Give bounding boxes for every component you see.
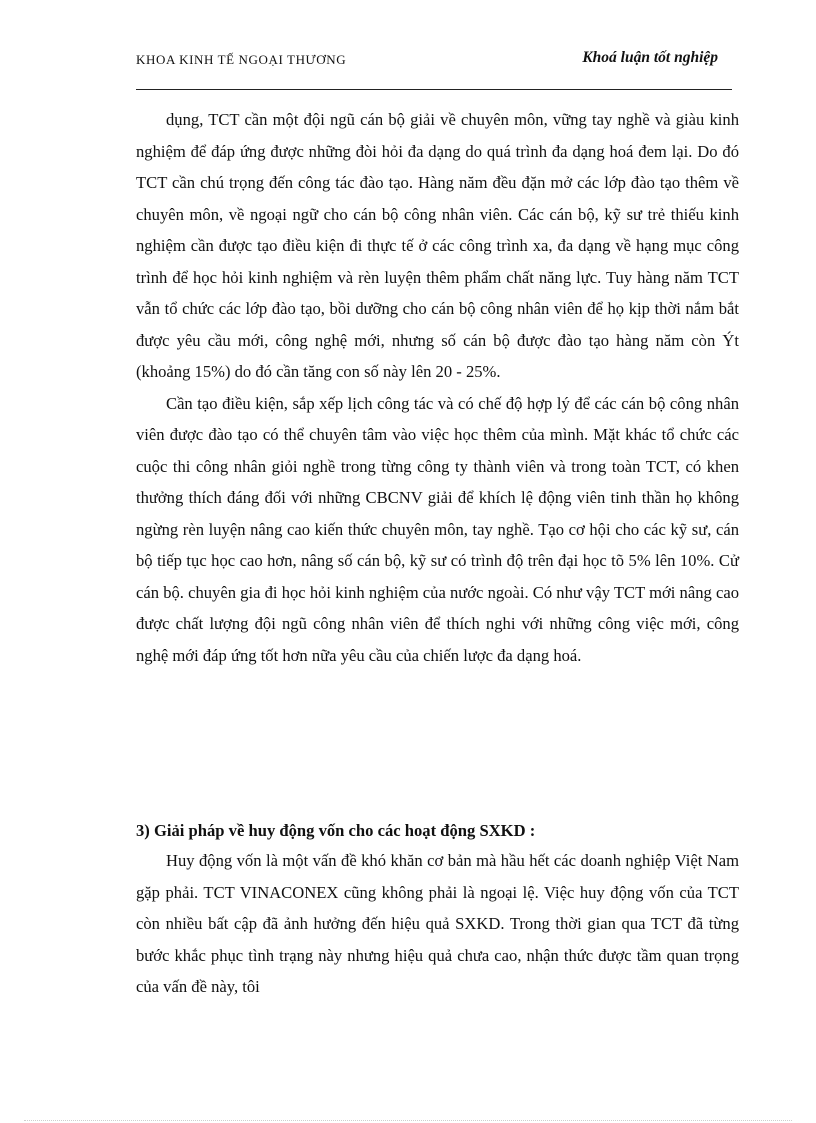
header-thesis-title: Khoá luận tốt nghiệp bbox=[582, 49, 718, 66]
body-text bbox=[136, 104, 739, 671]
page-bottom-border bbox=[24, 1120, 792, 1121]
paragraph-2: Cần tạo điều kiện, sắp xếp lịch công tác và có chế độ hợp lý để các cán bộ công nhân viên được đào tạo có thể chuyên tâm vào việc học thêm của mình. Mặt khác tổ chức các cuộc thi công nhân giỏi nghề trong từng công ty thành viên và trong toàn TCT, có khen thưởng thích đáng đối với những CBCNV giải để khích lệ động viên tinh thần họ không ngừng rèn luyện nâng cao kiến thức chuyên môn, tay nghề. Tạo cơ hội cho các kỹ sư, cán bộ tiếp tục học cao hơn, nâng số cán bộ, kỹ sư có trình độ trên đại học tõ 5% lên 10%. Cử cán bộ. chuyên gia đi học hỏi kinh nghiệm của nước ngoài. Có như vậy TCT mới nâng cao được chất lượng đội ngũ công nhân viên để thích nghi với những công việc mới, công nghệ mới đáp ứng tốt hơn nữa yêu cầu của chiến lược đa dạng hoá. bbox=[136, 393, 739, 665]
paragraph-1: dụng, TCT cần một đội ngũ cán bộ giải về chuyên môn, vững tay nghề và giàu kinh nghiệm để đáp ứng được những đòi hỏi đa dạng do quá trình đa dạng hoá đem lại. Do đó TCT cần chú trọng đến công tác đào tạo. Hàng năm đều đặn mở các lớp đào tạo thêm về chuyên môn, về ngoại ngữ cho cán bộ công nhân viên. Các cán bộ, kỹ sư trẻ thiếu kinh nghiệm cần được tạo điều kiện đi thực tế ở các công trình xa, đa dạng về hạng mục công trình để học hỏi kinh nghiệm và rèn luyện thêm phẩm chất năng lực. Tuy hàng năm TCT vẫn tổ chức các lớp đào tạo, bồi dưỡng cho cán bộ công nhân viên để họ kịp thời nắm bắt được yêu cầu mới, công nghệ mới, nhưng số cán bộ được đào tạo hàng năm còn Ýt (khoảng 15%) do đó cần tăng con số này lên 20 - 25%. bbox=[136, 110, 739, 381]
header-faculty: KHOA KINH TẾ NGOẠI THƯƠNG bbox=[136, 52, 347, 67]
section-paragraph: Huy động vốn là một vấn đề khó khăn cơ bản mà hầu hết các doanh nghiệp Việt Nam gặp phải. TCT VINACONEX cũng không phải là ngoại lệ. Việc huy động vốn của TCT còn nhiều bất cập đã ảnh hưởng đến hiệu quả SXKD. Trong thời gian qua TCT đã từng bước khắc phục tình trạng này nhưng hiệu quả chưa cao, nhận thức được tầm quan trọng của vấn đề này, tôi bbox=[136, 851, 739, 996]
header-divider bbox=[136, 89, 732, 90]
section-body bbox=[136, 845, 739, 1003]
section-heading: 3) Giải pháp về huy động vốn cho các hoạt động SXKD : bbox=[136, 821, 536, 840]
page-header bbox=[136, 48, 736, 70]
